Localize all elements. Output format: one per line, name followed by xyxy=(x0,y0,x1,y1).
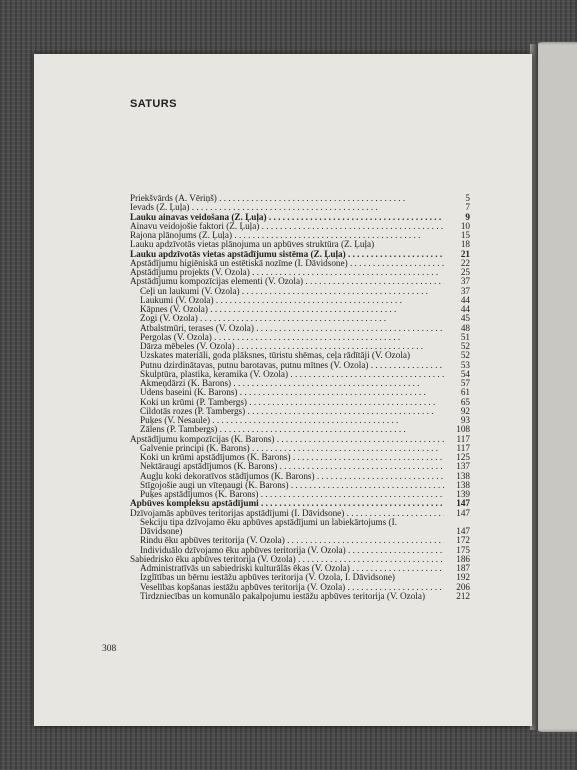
toc-entry-title: Sabiedrisko ēku apbūves teritorija (V. Ozola) . . . xyxy=(130,555,444,564)
toc-entry-page: 51 xyxy=(460,331,470,342)
toc-entry xyxy=(130,481,470,490)
toc-entry xyxy=(130,472,470,481)
toc-entry-page: 186 xyxy=(456,553,470,564)
toc-entry xyxy=(130,213,470,222)
toc-entry-title: Izglītības un bērnu iestāžu apbūves teritorija (V. Ozola, I. Dāvidsone) xyxy=(140,572,395,583)
toc-entry-title: Lauku apdzīvotās vietas plānojuma un apbūves struktūra (Z. Ļuļa) xyxy=(130,239,375,250)
page-title: SATURS xyxy=(130,98,177,110)
toc-entry-title: Galvenie principi (K. Barons) . . . xyxy=(140,444,444,453)
toc-entry-title: Individuālo dzīvojamo ēku apbūves teritorija (V. Ozola) . . . xyxy=(140,546,444,555)
toc-entry-page: 15 xyxy=(460,230,470,240)
toc-entry xyxy=(130,324,470,333)
page-number: 308 xyxy=(102,644,117,654)
toc-entry xyxy=(130,287,470,296)
toc-entry-page: 5 xyxy=(465,193,470,203)
toc-entry-title: Putnu dzirdinātavas, putnu barotavas, putnu mītnes (V. Ozola) . . . xyxy=(140,361,444,370)
toc-entry-title: Priekšvārds (A. Vēriņš) . . . xyxy=(130,194,444,203)
toc-entry-title: Puķes (V. Nesaule) . . . xyxy=(140,416,444,425)
toc-entry-title: Skulptūra, plastika, keramika (V. Ozola) . . . xyxy=(140,370,444,379)
toc-entry-title: Dzīvojamās apbūves teritorijas apstādījumi (I. Dāvidsone) . . . xyxy=(130,509,444,518)
toc-entry-title: Lauku apdzīvotās vietas apstādījumu sistēma (Z. Ļuļa) . . . xyxy=(130,250,444,259)
toc-entry xyxy=(130,314,470,323)
toc-entry-page: 21 xyxy=(460,248,470,259)
toc-entry xyxy=(130,407,470,416)
toc-entry-page: 147 xyxy=(456,526,470,536)
toc-entry-title: Laukumi (V. Ozola) . . . xyxy=(140,296,444,305)
toc-entry-page: 93 xyxy=(460,415,470,425)
toc-entry xyxy=(130,555,470,564)
toc-entry xyxy=(130,370,470,379)
toc-entry-title: Veselības kopšanas iestāžu apbūves teritorija (V. Ozola) . . . xyxy=(140,583,444,592)
toc-entry-page: 206 xyxy=(456,581,470,592)
toc-entry xyxy=(130,250,470,259)
toc-entry-page: 61 xyxy=(460,387,470,398)
toc-entry xyxy=(130,361,470,370)
toc-entry xyxy=(130,333,470,342)
toc-entry-page: 147 xyxy=(456,507,470,518)
toc-entry-title: Apstādījumu kompozīcijas (K. Barons) . . . xyxy=(130,435,444,444)
toc-entry xyxy=(130,388,470,397)
toc-entry xyxy=(130,222,470,231)
toc-entry-title: Apstādījumu higiēniskā un estētiskā nozīme (I. Dāvidsone) . . . xyxy=(130,259,444,268)
toc-entry-title: Rajona plānojums (Z. Ļuļa) . . . xyxy=(130,231,444,240)
toc-entry-title: Rindu ēku apbūves teritorija (V. Ozola) . . . xyxy=(140,536,444,545)
toc-entry xyxy=(130,425,470,434)
toc-entry-page: 37 xyxy=(460,285,470,296)
toc-entry-page: 187 xyxy=(456,563,470,573)
toc-entry xyxy=(130,536,470,545)
toc-entry-title: Koki un krūmi (P. Tambergs) . . . xyxy=(140,398,444,407)
toc-entry-title: Puķes apstādījumos (K. Barons) . . . xyxy=(140,490,444,499)
toc-entry-page: 7 xyxy=(465,202,470,213)
toc-entry xyxy=(130,379,470,388)
toc-entry-title: Ūdens baseini (K. Barons) . . . xyxy=(140,388,444,397)
toc-entry-page: 65 xyxy=(460,396,470,407)
toc-entry xyxy=(130,435,470,444)
toc-entry-title: Stīgojošie augi un vīteņaugi (K. Barons) . . . xyxy=(140,481,444,490)
toc-entry xyxy=(130,592,470,601)
toc-entry xyxy=(130,203,470,212)
toc-entry-title: Dārza mēbeles (V. Ozola) . . . xyxy=(140,342,444,351)
toc-entry xyxy=(130,416,470,425)
toc-entry xyxy=(130,462,470,471)
toc-entry-page: 54 xyxy=(460,368,470,379)
toc-entry-title: Akmeņdārzi (K. Barons) . . . xyxy=(140,379,444,388)
toc-entry xyxy=(130,259,470,268)
toc-entry-page: 108 xyxy=(456,424,470,435)
toc-entry-page: 175 xyxy=(456,544,470,555)
toc-entry xyxy=(130,444,470,453)
toc-entry xyxy=(130,194,470,203)
toc-entry-title: Lauku ainavas veidošana (Z. Ļuļa) . . . xyxy=(130,213,444,222)
toc-entry-page: 25 xyxy=(460,267,470,277)
toc-entry-page: 117 xyxy=(456,442,470,453)
toc-entry-page: 53 xyxy=(460,359,470,370)
next-page-edge xyxy=(536,42,577,732)
toc-entry-page: 147 xyxy=(456,498,470,509)
table-of-contents xyxy=(130,194,470,601)
book-page xyxy=(34,54,532,726)
toc-entry-page: 22 xyxy=(460,257,470,268)
toc-entry-title: Koki un krūmi apstādījumos (K. Barons) . . . xyxy=(140,453,444,462)
toc-entry-title: Uzskates materiāli, goda plāksnes, tūristu shēmas, ceļa rādītāji (V. Ozola) xyxy=(140,350,411,361)
toc-entry-page: 52 xyxy=(460,350,470,361)
toc-entry-title: Ievads (Z. Ļuļa) . . . xyxy=(130,203,444,212)
toc-entry-page: 9 xyxy=(465,211,470,222)
toc-entry xyxy=(130,277,470,286)
toc-entry-page: 117 xyxy=(456,433,470,444)
toc-entry-title: Nektāraugi apstādījumos (K. Barons) . . . xyxy=(140,462,444,471)
toc-entry-page: 44 xyxy=(460,294,470,305)
toc-entry-title: Apbūves kompleksu apstādījumi . . . xyxy=(130,499,444,508)
toc-entry-title: Apstādījumu kompozīcijas elementi (V. Ozola) . . . xyxy=(130,277,444,286)
toc-entry-title: Apstādījumu projekts (V. Ozola) . . . xyxy=(130,268,444,277)
toc-entry xyxy=(130,518,470,537)
toc-entry-title: Ceļi un laukumi (V. Ozola) . . . xyxy=(140,287,444,296)
toc-entry-page: 37 xyxy=(460,276,470,287)
toc-entry-page: 10 xyxy=(460,220,470,231)
toc-entry xyxy=(130,398,470,407)
toc-entry xyxy=(130,305,470,314)
toc-entry-page: 137 xyxy=(456,461,470,472)
toc-entry-title: Zālens (P. Tambergs) . . . xyxy=(140,425,444,434)
toc-entry xyxy=(130,351,470,360)
toc-entry-title: Augļu koki dekoratīvos stādījumos (K. Barons) . . . xyxy=(140,472,444,481)
toc-entry xyxy=(130,546,470,555)
toc-entry-page: 92 xyxy=(460,405,470,416)
toc-entry-title: Žogi (V. Ozola) . . . xyxy=(140,314,444,323)
toc-entry-title: Atbalstmūri, terases (V. Ozola) . . . xyxy=(140,324,444,333)
toc-entry xyxy=(130,499,470,508)
toc-entry-page: 45 xyxy=(460,313,470,324)
toc-entry-page: 48 xyxy=(460,322,470,333)
toc-entry-page: 44 xyxy=(460,304,470,314)
toc-entry-page: 57 xyxy=(460,378,470,388)
toc-entry-page: 125 xyxy=(456,452,470,462)
toc-entry-page: 52 xyxy=(460,341,470,351)
toc-entry xyxy=(130,490,470,499)
toc-entry-title: Ainavu veidojošie faktori (Z. Ļuļa) . . . xyxy=(130,222,444,231)
toc-entry-page: 192 xyxy=(456,572,470,583)
toc-entry xyxy=(130,453,470,462)
toc-entry-page: 172 xyxy=(456,535,470,546)
toc-entry-title: Pergolas (V. Ozola) . . . xyxy=(140,333,444,342)
toc-entry xyxy=(130,296,470,305)
toc-entry-title: Kāpnes (V. Ozola) . . . xyxy=(140,305,444,314)
toc-entry-page: 18 xyxy=(460,239,470,250)
toc-entry xyxy=(130,240,470,249)
toc-entry-title: Cildotās rozes (P. Tambergs) . . . xyxy=(140,407,444,416)
toc-entry-page: 139 xyxy=(456,489,470,499)
toc-entry-page: 138 xyxy=(456,479,470,490)
toc-entry-title: Administratīvās un sabiedriski kulturālās ēkas (V. Ozola) . . . xyxy=(140,564,444,573)
toc-entry-title: Sekciju tipa dzīvojamo ēku apbūves apstādījumi un labiekārtojums (I. Dāvidsone) xyxy=(140,516,397,536)
toc-entry xyxy=(130,268,470,277)
toc-entry-page: 212 xyxy=(456,590,470,601)
toc-entry xyxy=(130,573,470,582)
toc-entry-page: 138 xyxy=(456,470,470,481)
toc-entry-title: Tirdzniecības un komunālo pakalpojumu iestāžu apbūves teritorija (V. Ozola) xyxy=(140,590,425,601)
